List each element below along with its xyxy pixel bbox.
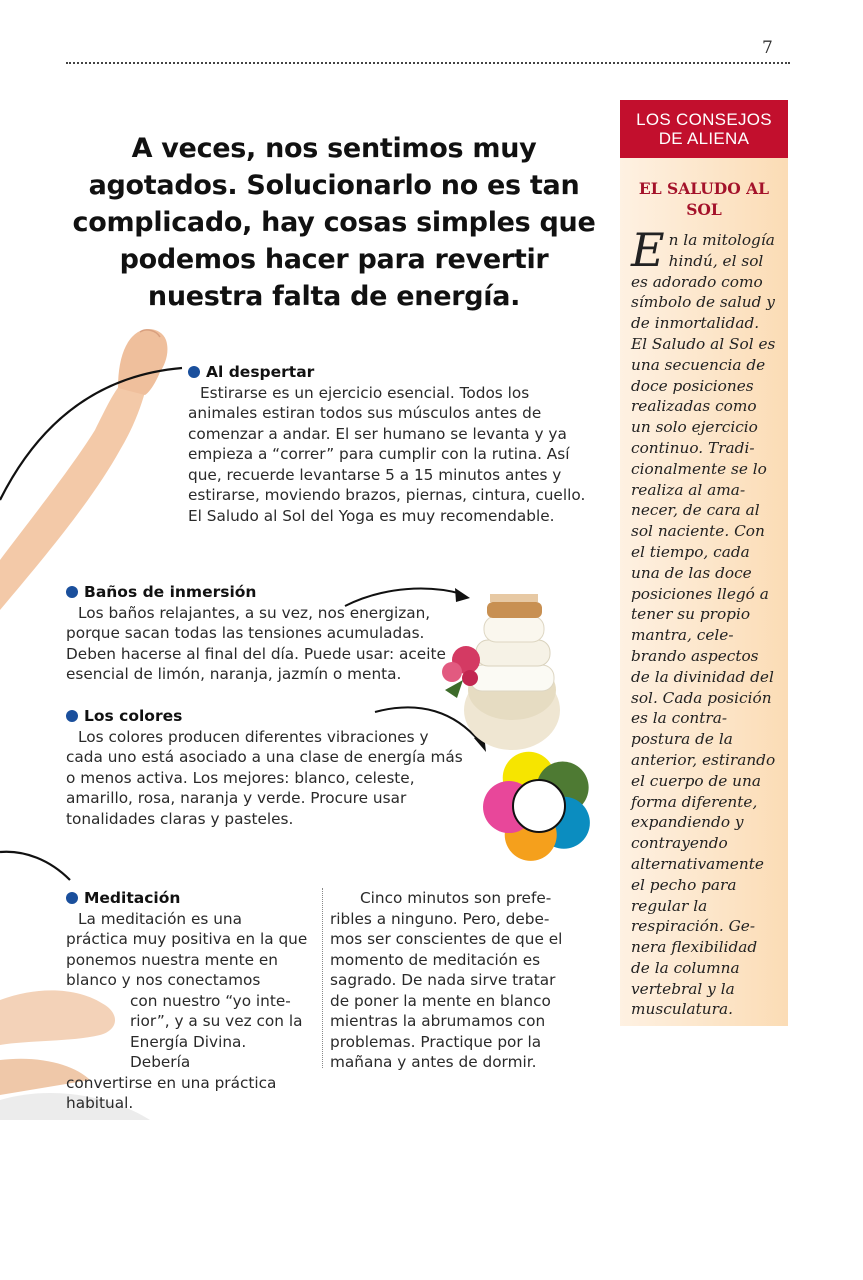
section-colores: [66, 706, 466, 829]
sidebar-header: LOS CONSEJOS DE ALIENA: [620, 100, 788, 158]
sidebar-title: EL SALUDO AL SOL: [638, 179, 770, 219]
arm-illustration: [0, 329, 167, 610]
section-body-b: con nuestro “yo interior”, y a su vez con la Energía Divina. Debería: [130, 991, 303, 1071]
section-meditacion-continued: [330, 888, 572, 1073]
section-al-despertar: [188, 362, 588, 526]
column-divider: [322, 888, 323, 1068]
bullet-icon: [188, 366, 200, 378]
drop-cap: E: [631, 223, 665, 277]
headline: A veces, nos sentimos muy agotados. Solucionarlo no es tan complicado, hay cosas simples que podemos hacer para revertir nuestra falta de energía.: [72, 133, 596, 312]
section-body: Los colores producen diferentes vibraciones y cada uno está asociado a una clase de energía más o menos activa. Los mejores: blanco, celeste, amarillo, rosa, naranja y verde. Procure usar tonalidades claras y pasteles.: [66, 727, 463, 828]
color-wheel-image: [483, 752, 590, 861]
section-body: Cinco minutos son preferibles a ninguno. Pero, debemos ser conscientes de que el momento de meditación es sagrado. De nada sirve tratar de poner la mente en blanco mientras la abrumamos con problemas. Practique por la mañana y antes de dormir.: [330, 889, 563, 1071]
section-meditacion: [66, 888, 308, 1114]
section-body: Los baños relajantes, a su vez, nos energizan, porque sacan todas las tensiones acumuladas. Deben hacerse al final del día. Puede usar: aceite esencial de limón, naranja, jazmín o menta.: [66, 603, 446, 683]
sidebar: [620, 100, 788, 1026]
bullet-icon: [66, 586, 78, 598]
section-title: Los colores: [66, 706, 466, 727]
section-body: Estirarse es un ejercicio esencial. Todos los animales estiran todos sus músculos antes de comenzar a andar. El ser humano se levanta y ya empieza a “correr” para cumplir con la rutina. Así que, recuerde levantarse 5 a 15 minutos antes y estirarse, moviendo brazos, piernas, cintura, cuello. El Saludo al Sol del Yoga es muy recomendable.: [188, 383, 586, 525]
section-title: Baños de inmersión: [66, 582, 462, 603]
section-body-c: convertirse en una práctica habitual.: [66, 1073, 277, 1112]
section-body-a: La meditación es una práctica muy positiva en la que ponemos nuestra mente en blanco y nos conectamos: [66, 909, 308, 989]
sidebar-body: En la mitología hindú, el sol es adorado como símbolo de salud y de inmortalidad. El Saludo al Sol es una secuencia de doce posiciones realizadas como un solo ejercicio continuo. Tradicionalmente se lo realiza al amanecer, de cara al sol naciente. Con el tiempo, cada una de las doce posiciones llegó a tener su propio mantra, celebrando aspectos de la divinidad del sol. Cada posición es la contra-postura de la anterior, estirando el cuerpo de una forma diferente, expandiendo y contrayendo alternativamente el pecho para regular la respiración. Genera flexibilidad de la columna vertebral y la musculatura.: [631, 223, 776, 1019]
page-number: 7: [762, 38, 773, 58]
section-banos: [66, 582, 462, 685]
flower-center: [513, 780, 565, 832]
bullet-icon: [66, 892, 78, 904]
curve-line-2: [0, 852, 70, 880]
section-title: Al despertar: [188, 362, 588, 383]
section-title: Meditación: [66, 888, 308, 909]
bullet-icon: [66, 710, 78, 722]
